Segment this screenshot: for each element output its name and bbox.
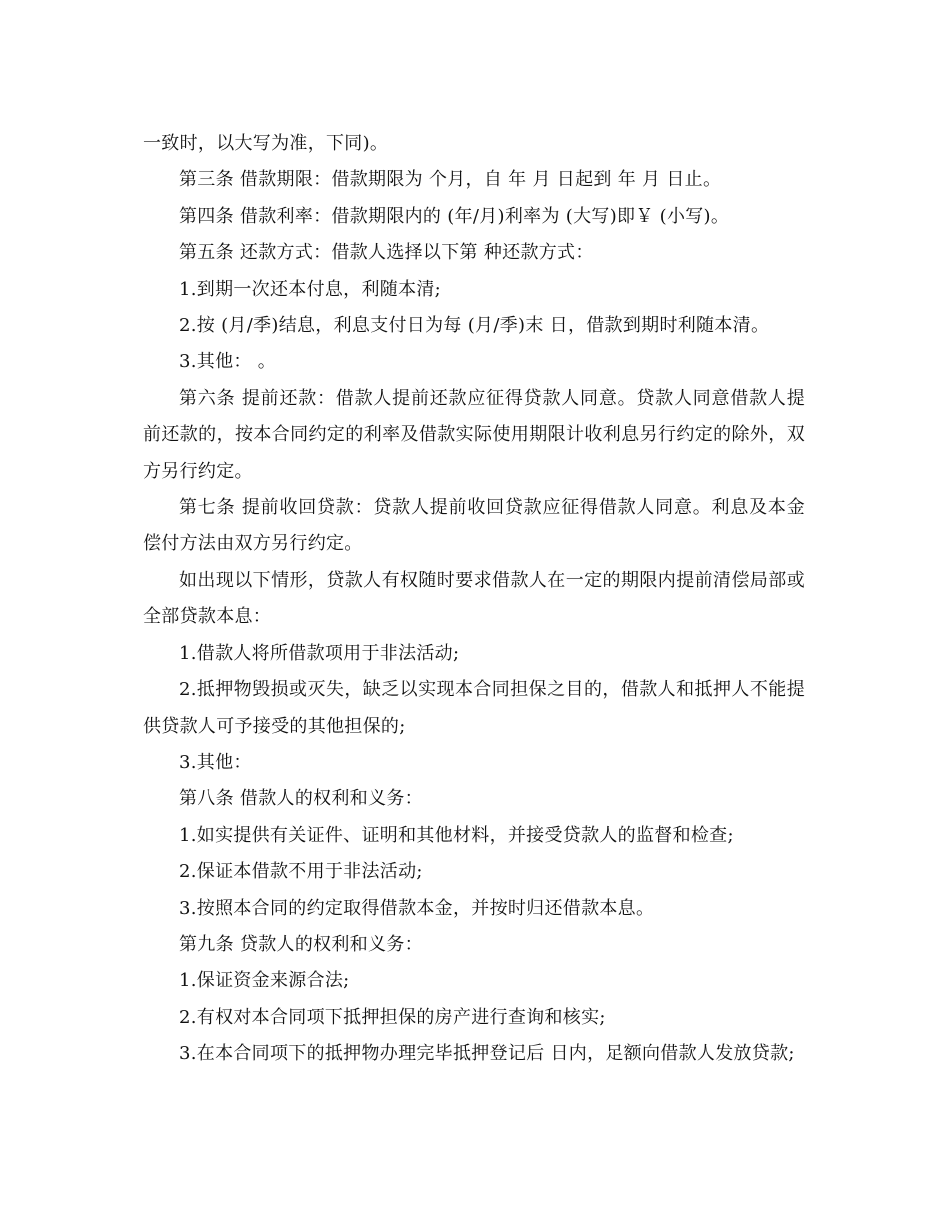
article-7-early-recall: 第七条 提前收回贷款：贷款人提前收回贷款应征得借款人同意。利息及本金偿付方法由双方另行约定。 (143, 497, 805, 555)
recall-condition-3: 3.其他： (179, 751, 252, 773)
recall-conditions-intro: 如出现以下情形，贷款人有权随时要求借款人在一定的期限内提前清偿局部或全部贷款本息： (143, 569, 805, 628)
recall-condition-1: 1.借款人将所借款项用于非法活动; (179, 642, 460, 664)
article-9-lender-rights: 第九条 贷款人的权利和义务： (179, 933, 423, 955)
borrower-duty-1: 1.如实提供有关证件、证明和其他材料，并接受贷款人的监督和检查; (179, 824, 734, 846)
article-8-borrower-rights: 第八条 借款人的权利和义务： (179, 788, 423, 810)
repayment-option-1: 1.到期一次还本付息，利随本清; (179, 278, 442, 300)
repayment-option-3: 3.其他： 。 (179, 351, 276, 373)
lender-duty-1: 1.保证资金来源合法; (179, 970, 350, 992)
article-5-repayment-method: 第五条 还款方式：借款人选择以下第 种还款方式： (179, 242, 594, 264)
lender-duty-3: 3.在本合同项下的抵押物办理完毕抵押登记后 日内，足额向借款人发放贷款; (179, 1043, 795, 1065)
borrower-duty-2: 2.保证本借款不用于非法活动; (179, 861, 423, 883)
borrower-duty-3: 3.按照本合同的约定取得借款本金，并按时归还借款本息。 (179, 897, 655, 919)
article-3-loan-term: 第三条 借款期限：借款期限为 个月，自 年 月 日起到 年 月 日止。 (179, 169, 722, 191)
article-6-early-repayment: 第六条 提前还款：借款人提前还款应征得贷款人同意。贷款人同意借款人提前还款的，按本合同约定的利率及借款实际使用期限计收利息另行约定的除外，双方另行约定。 (143, 387, 805, 482)
lender-duty-2: 2.有权对本合同项下抵押担保的房产进行查询和核实; (179, 1006, 606, 1028)
repayment-option-2: 2.按 (月/季)结息，利息支付日为每 (月/季)末 日，借款到期时利随本清。 (179, 315, 770, 337)
recall-condition-2: 2.抵押物毁损或灭失，缺乏以实现本合同担保之目的，借款人和抵押人不能提供贷款人可予接受的其他担保的; (143, 679, 805, 737)
paragraph-continuation: 一致时，以大写为准，下同)。 (143, 133, 389, 154)
article-4-interest-rate: 第四条 借款利率：借款期限内的 (年/月)利率为 (大写)即￥ (小写)。 (179, 205, 730, 227)
document-body (143, 126, 805, 1073)
